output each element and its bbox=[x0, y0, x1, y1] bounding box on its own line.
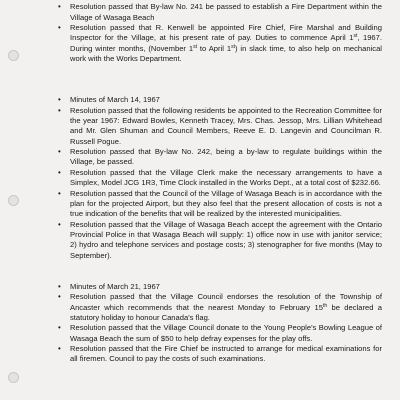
minutes-content bbox=[58, 0, 382, 374]
list-item: • Resolution passed that the following residents be appointed to the Recreation Committee for the year 1967: Edward Bowles, Kenneth Tracey, Mrs. Chas. Jessop, Mrs. Lillian Whitehead and Mr. Glen Shuman and Council Members, Reeve E. D. Langevin and Councilman R. Russell Pogue. bbox=[58, 106, 382, 147]
list-item: • Resolution passed that By-law No. 242, being a by-law to regulate buildings within the Village, be passed. bbox=[58, 147, 382, 168]
list-item: • Resolution passed that By-law No. 241 be passed to establish a Fire Department within the Village of Wasaga Beach bbox=[58, 2, 382, 23]
bullet-list bbox=[58, 0, 382, 64]
list-item: • Resolution passed that the Fire Chief be instructed to arrange for medical examinations for all firemen. Council to pay the costs of such examinations. bbox=[58, 344, 382, 365]
bullet-list bbox=[58, 95, 382, 261]
punch-hole-middle bbox=[8, 195, 19, 206]
list-item: • Resolution passed that R. Kenwell be appointed Fire Chief, Fire Marshal and Building Inspector for the Village, at his present rate of pay. Duties to commence April 1st, 1967. During winter months, (November 1st to April 1st) in slack time, to also help on mechanical work with the Works Department. bbox=[58, 23, 382, 64]
list-item: • Resolution passed that the Village Council donate to the Young People's Bowling League of Wasaga Beach the sum of $50 to help defray expenses for the play offs. bbox=[58, 323, 382, 344]
list-item: • Minutes of March 14, 1967 bbox=[58, 95, 382, 105]
list-item: • Resolution passed that the Village of Wasaga Beach accept the agreement with the Ontario Provincial Police in that Wasaga Beach will supply: 1) office now in use with janitor service; 2) hydro and telephone services and postage costs; 3) stenographer for five months (May to September). bbox=[58, 220, 382, 261]
list-item: • Resolution passed that the Village Council endorses the resolution of the Township of Ancaster which recommends that the nearest Monday to February 15th be declared a statutory holiday to honour Canada's flag. bbox=[58, 292, 382, 323]
list-item: • Minutes of March 21, 1967 bbox=[58, 282, 382, 292]
punch-hole-bottom bbox=[8, 372, 19, 383]
list-item: • Resolution passed that the Village Clerk make the necessary arrangements to have a Simplex, Model JCG 1R3, Time Clock installed in the Works Dept., at a total cost of $232.66. bbox=[58, 168, 382, 189]
minutes-section-march-14 bbox=[58, 95, 382, 261]
minutes-section-march-21 bbox=[58, 282, 382, 365]
bullet-list bbox=[58, 282, 382, 365]
punch-hole-top bbox=[8, 50, 19, 61]
list-item: • Resolution passed that the Council of the Village of Wasaga Beach is in accordance with the plan for the projected Airport, but they also feel that the present allocation of costs is not a true indication of the benefits that will be realized by the interested municipalities. bbox=[58, 189, 382, 220]
minutes-section-march-7 bbox=[58, 0, 382, 64]
